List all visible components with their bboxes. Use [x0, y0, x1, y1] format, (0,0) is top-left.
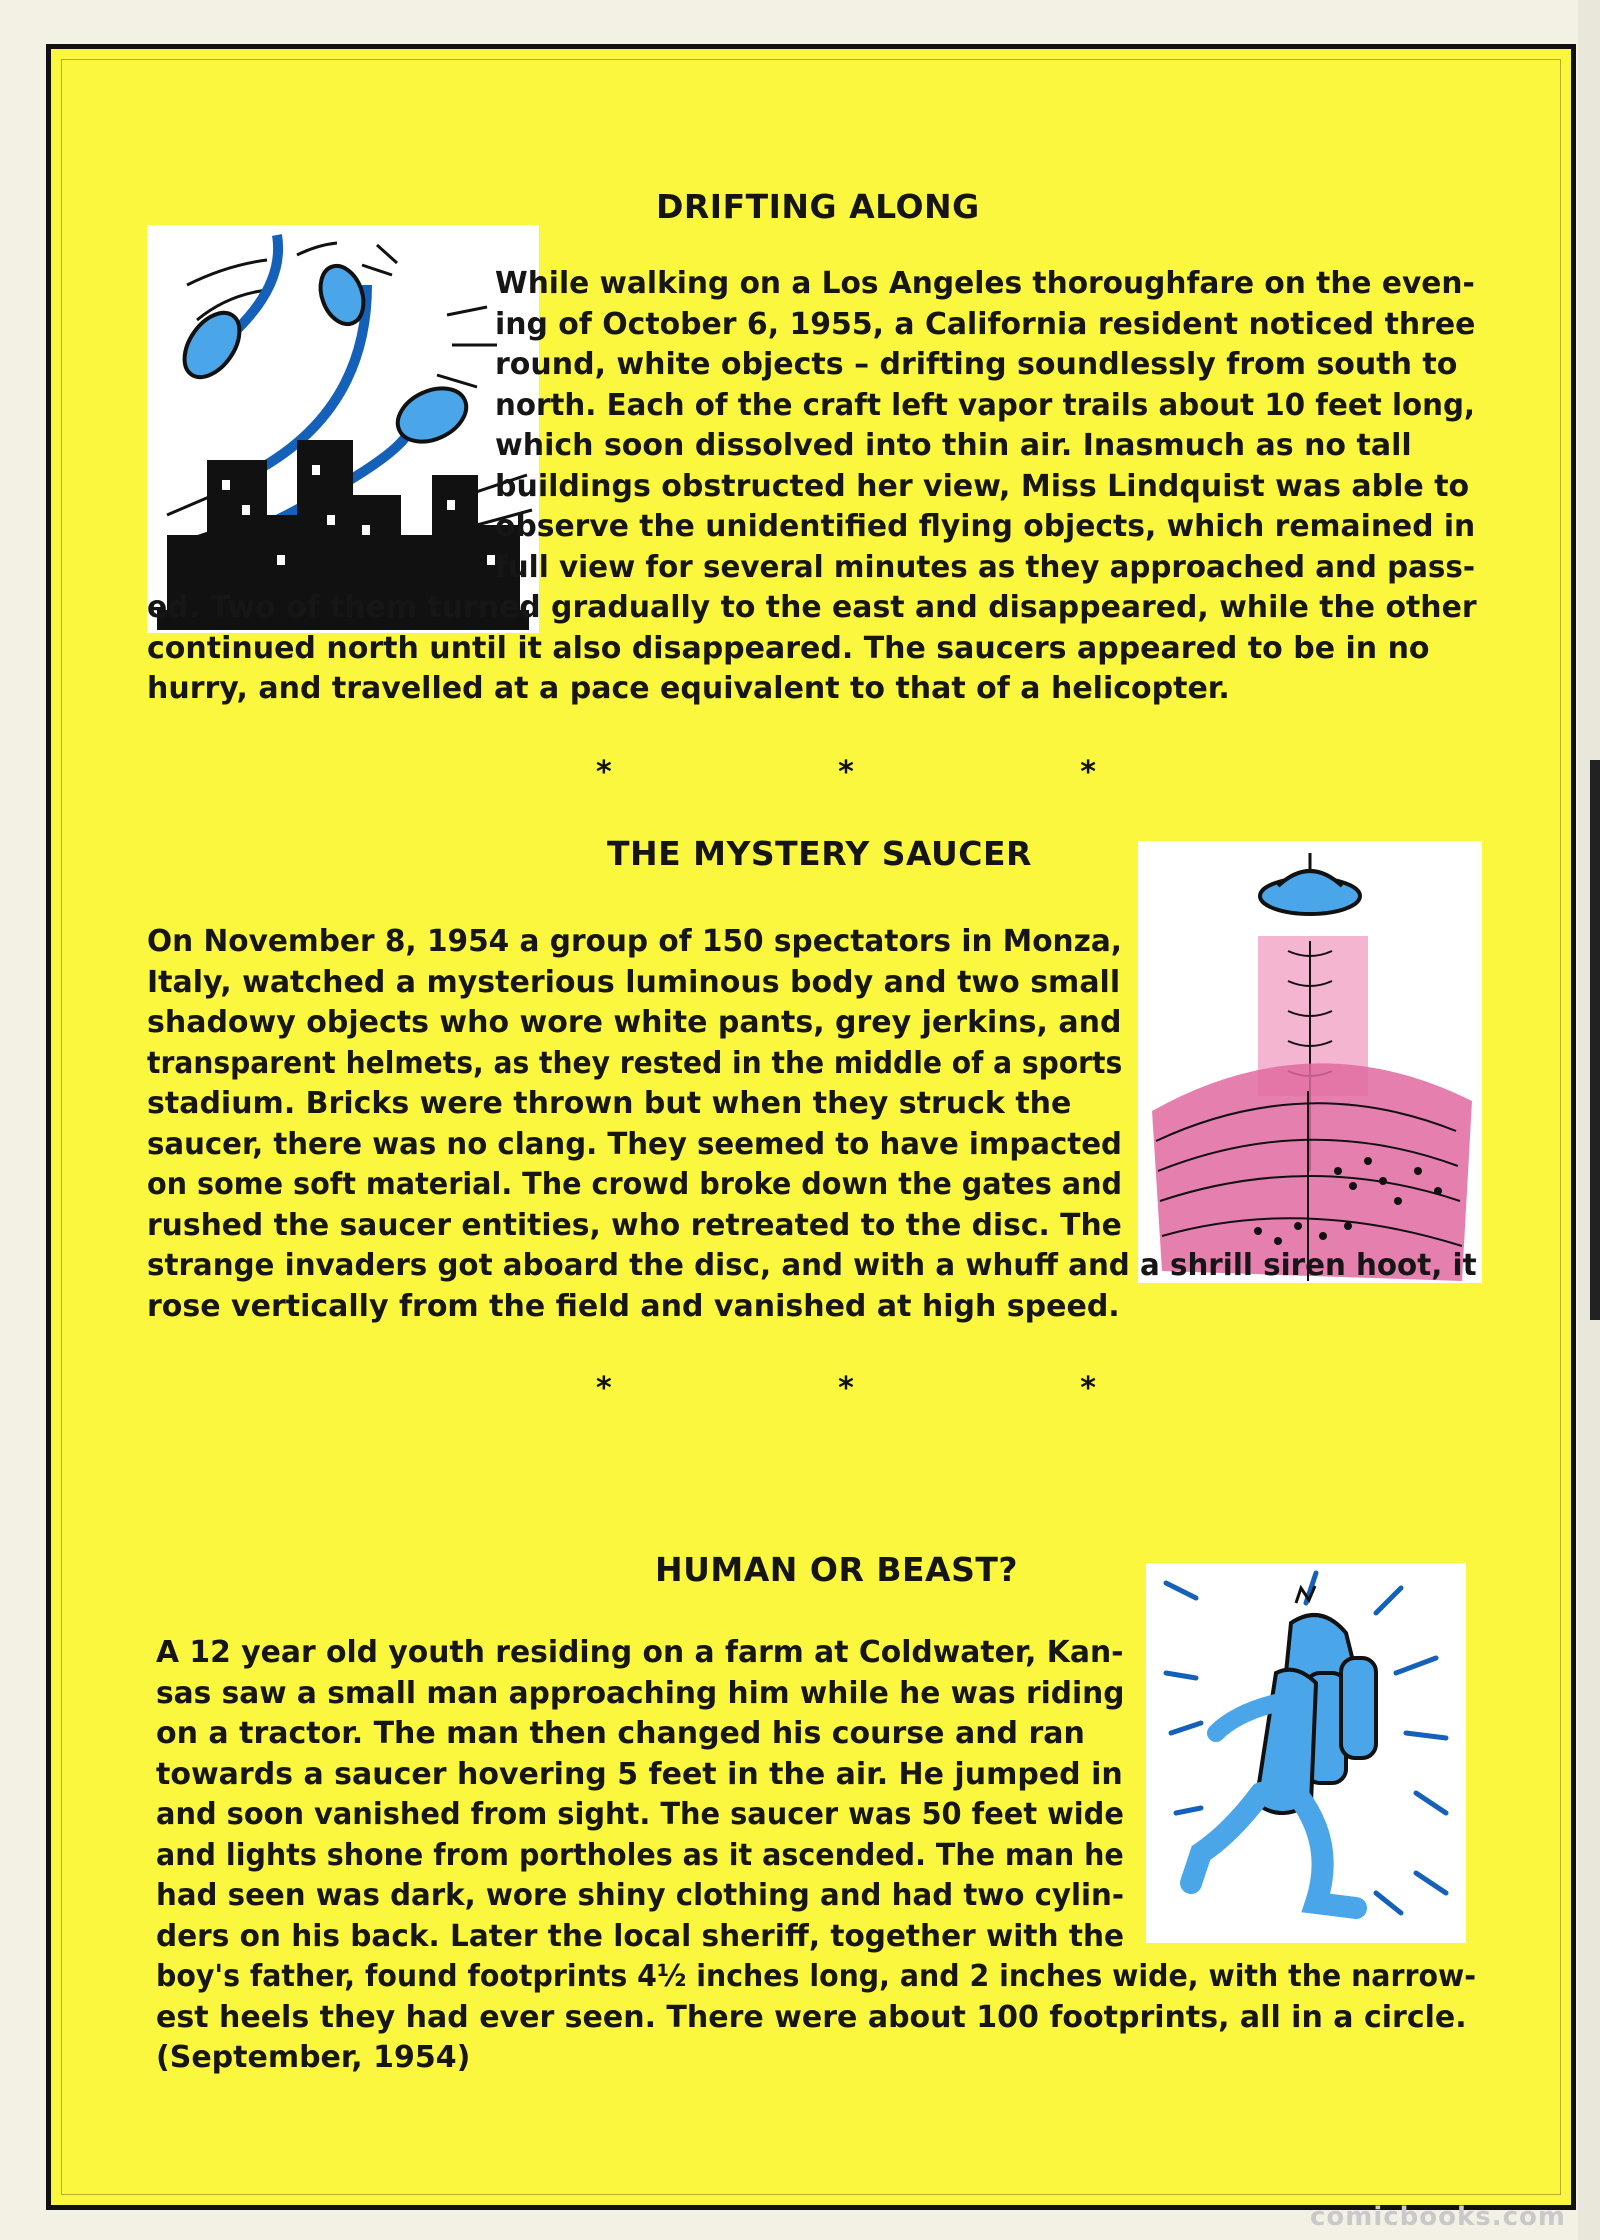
text-line: hurry, and travelled at a pace equivalent to that of a helicopter. [147, 671, 1230, 706]
text-line: On November 8, 1954 a group of 150 spectators in Monza, [147, 924, 1123, 959]
article-body-mystery-saucer-full [147, 1246, 1477, 1327]
text-line: towards a saucer hovering 5 feet in the air. He jumped in [156, 1756, 1123, 1792]
story-page-panel [46, 44, 1576, 2210]
text-line: full view for several minutes as they approached and pass- [495, 549, 1476, 585]
article-title-drifting-along: DRIFTING ALONG [656, 187, 980, 226]
text-line: A 12 year old youth residing on a farm at Coldwater, Kan- [156, 1635, 1124, 1670]
text-line: stadium. Bricks were thrown but when they struck the [147, 1086, 1072, 1121]
text-line: ing of October 6, 1955, a California resident noticed three [495, 306, 1476, 342]
text-line: est heels they had ever seen. There were about 100 footprints, all in a circle. [156, 1999, 1467, 2035]
text-line: strange invaders got aboard the disc, and with a whuff and a shrill siren hoot, it [147, 1248, 1477, 1283]
text-line: boy's father, found footprints 4½ inches long, and 2 inches wide, with the narrow- [156, 1959, 1477, 1994]
text-line: shadowy objects who wore white pants, grey jerkins, and [147, 1005, 1122, 1040]
text-line: rose vertically from the field and vanished at high speed. [147, 1288, 1120, 1324]
article-body-human-or-beast-wrapped [156, 1633, 1124, 1957]
separator-star: * [596, 1371, 612, 1406]
text-line: on a tractor. The man then changed his course and ran [156, 1716, 1085, 1751]
text-line: While walking on a Los Angeles thoroughfare on the even- [495, 266, 1475, 301]
separator-star: * [838, 1371, 854, 1406]
text-line: observe the unidentified flying objects, which remained in [495, 509, 1476, 544]
text-line: Italy, watched a mysterious luminous body and two small [147, 964, 1121, 1000]
article-body-drifting-along-wrapped [495, 264, 1475, 588]
article-title-human-or-beast: HUMAN OR BEAST? [655, 1550, 1019, 1589]
text-line: which soon dissolved into thin air. Inasmuch as no tall [495, 428, 1412, 463]
text-line: rushed the saucer entities, who retreated to the disc. The [147, 1207, 1122, 1243]
text-line: had seen was dark, wore shiny clothing and had two cylin- [156, 1878, 1125, 1913]
text-line: (September, 1954) [156, 2040, 471, 2075]
text-line: saucer, there was no clang. They seemed to have impacted [147, 1126, 1122, 1162]
text-line: and soon vanished from sight. The saucer was 50 feet wide [156, 1797, 1124, 1832]
text-line: ders on his back. Later the local sheriff, together with the [156, 1918, 1125, 1954]
text-line: transparent helmets, as they rested in the middle of a sports [147, 1045, 1123, 1081]
separator-star: * [838, 755, 854, 790]
text-line: and lights shone from portholes as it ascended. The man he [156, 1837, 1124, 1873]
running-spaceman-icon [1146, 1563, 1466, 1943]
text-line: sas saw a small man approaching him while he was riding [156, 1675, 1125, 1711]
text-line: round, white objects – drifting soundlessly from south to [495, 347, 1458, 382]
saucer-stadium-icon [1138, 841, 1482, 1283]
section-separator [596, 1371, 1096, 1406]
text-line: on some soft material. The crowd broke down the gates and [147, 1167, 1122, 1202]
separator-star: * [596, 755, 612, 790]
text-line: continued north until it also disappeared. The saucers appeared to be in no [147, 630, 1430, 666]
article-body-mystery-saucer-wrapped [147, 922, 1122, 1246]
article-body-drifting-along-full [147, 588, 1477, 710]
article-title-mystery-saucer: THE MYSTERY SAUCER [607, 834, 1032, 873]
article-body-human-or-beast-full [156, 1957, 1476, 2079]
separator-star: * [1080, 1371, 1096, 1406]
site-watermark: comicbooks.com [1309, 2202, 1566, 2232]
text-line: buildings obstructed her view, Miss Lindquist was able to [495, 468, 1470, 504]
spine-mark [1590, 760, 1600, 1320]
text-line: ed. Two of them turned gradually to the east and disappeared, while the other [147, 590, 1477, 625]
section-separator [596, 755, 1096, 790]
text-line: north. Each of the craft left vapor trails about 10 feet long, [495, 387, 1476, 423]
separator-star: * [1080, 755, 1096, 790]
ufo-city-skyline-icon [147, 225, 539, 633]
